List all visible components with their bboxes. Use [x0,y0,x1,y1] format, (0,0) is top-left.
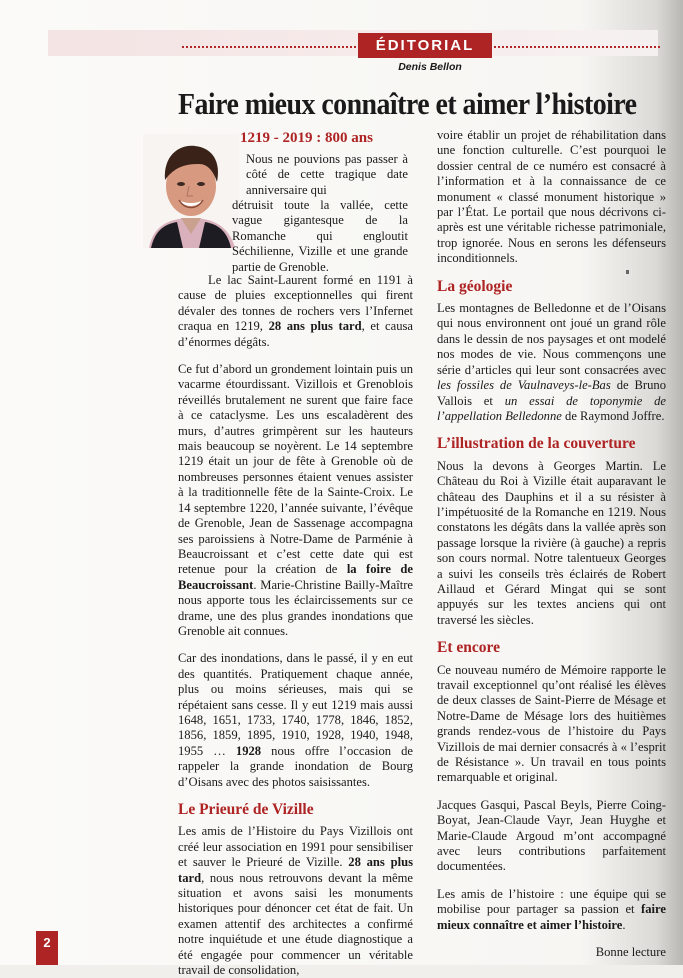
heading-geologie: La géologie [437,277,513,295]
paragraph-lac [178,273,413,350]
bold-span: 1928 [235,743,262,758]
article-subtitle: 1219 - 2019 : 800 ans [240,130,373,146]
paragraph-geologie [437,301,666,424]
bold-span: 28 ans plus tard [268,319,362,334]
print-mark [626,270,629,274]
text-span: Le lac Saint-Laurent formé en 1191 à cause de pluies exceptionnelles qui firent dévaler des tonnes de rochers vers l’Infernet craqua en 1219, [178,273,413,334]
heading-illustration: L’illustration de la couverture [437,435,636,453]
paragraph-inondations [178,651,413,790]
text-span: . [622,917,626,932]
text-span: , et causa d’énormes dégâts. [178,319,414,349]
text-span: de Raymond Joffre. [565,408,665,423]
text-span: Car des inondations, dans le passé, il y en eut des quantités. Pratiquement chaque année, plus ou moins sérieuses, mais qui se répétaient sans cesse. Il y eut 1219 mais aussi 1648, 1651, 1733, 1740, 1778, 1846, 1852, 1856, 1859, 1895, 1910, 1928, 1940, 1948, 1955 … [178,651,413,758]
italic-span: un essai de toponymie de l’appellation Belledonne [437,393,666,423]
text-span: . Marie-Christine Bailly-Maître nous apporte tous les éclaircissements sur ce drame, une des plus grandes inondations que Grenoble ait connues. [178,577,413,638]
bold-span: la foire de Beaucroissant [178,562,413,592]
paragraph-illustration: Nous la devons à Georges Martin. Le Château du Roi à Vizille était auparavant le château des Dauphins et il a su résister à l’impétuosité de la Romanche en 1219. Nous constatons les dégâts dans la vallée après son passage lorsque la rivière (à gauche) a repris son cours normal. Notre talentueux Georges a suivi les conseils très éclairés de Robert Aillaud et Gérard Mingat qui se sont appuyés sur les textes anciens qui ont traversé les siècles. [437,458,666,627]
author-portrait-image [143,134,239,248]
paragraph-encore: Ce nouveau numéro de Mémoire rapporte le travail exceptionnel qu’ont réalisé les élèves de deux classes de Saint-Pierre de Mésage et Notre-Dame de Mésage lors des huitièmes grands rendez-vous de l’histoire du Pays Vizillois de mai dernier consacrés à « l’esprit de Résistance ». Un travail en tous points remarquable et original. [437,662,666,785]
author-name: Denis Bellon [398,61,462,73]
paragraph-contributeurs: Jacques Gasqui, Pascal Beyls, Pierre Coing-Boyat, Jean-Claude Vayr, Jean Huyghe et Marie-Claude Argoud m’ont accompagné avec leurs contributions parfaitement documentées. [437,797,666,874]
paragraph-rehabilitation: voire établir un projet de réhabilitation dans une fonction culturelle. C’est pourquoi le dossier central de ce numéro est consacré à l’information et à la connaissance de ce monument « classé monument historique » par l’État. Le portail que nous décrivons ci-après est une véritable richesse patrimoniale, trop ignorée. Nous en serons les défenseurs inconditionnels. [437,128,666,266]
text-span: Les amis de l’Histoire du Pays Vizillois ont créé leur association en 1991 pour sensibiliser et sauver le Prieuré de Vizille. [178,824,413,870]
paragraph-prieure [178,824,413,978]
column-right [437,128,666,973]
paragraph-grondement [178,362,413,639]
paragraph-amis [437,887,666,933]
bold-span: faire mieux connaître et aimer l’histoire [437,902,666,932]
bold-span: 28 ans plus tard [178,855,413,885]
intro-text-top: Nous ne pouvions pas passer à côté de cette tragique date anniversaire qui [246,152,408,197]
signoff: Bonne lecture [595,945,666,960]
intro-text-bottom: détruisit toute la vallée, cette vague gigantesque de la Romanche qui engloutit Séchilienne, Vizille et une grande partie de Grenoble. [232,198,408,274]
text-span: nous offre l’occasion de rappeler la grande inondation de Bourg d’Oisans avec des photos saisissantes. [178,743,413,789]
text-span: Les amis de l’histoire : une équipe qui se mobilise pour partager sa passion et [437,886,666,917]
author-photo [143,134,239,248]
article-title: Faire mieux connaître et aimer l’histoire [178,86,637,121]
header-dotted-rule-left [182,46,356,48]
header-strip [48,30,658,56]
heading-encore: Et encore [437,639,500,657]
italic-span: les fossiles de Vaulnaveys-le-Bas [437,378,611,393]
column-left [178,273,413,978]
text-span: de Bruno Vallois et [437,378,666,408]
text-span: Ce fut d’abord un grondement lointain puis un vacarme étourdissant. Vizillois et Grenoblois réveillés brutalement ne surent que faire face à ce cataclysme. Les uns escaladèrent des murs, d’autres grimpèrent sur les hauteurs mais beaucoup se noyèrent. Le 14 septembre 1219 était un jour de fête à Grenoble où de nombreuses personnes étaient venues assister à la traditionnelle fête de la Sainte-Croix. Le 14 septembre 1220, l’année suivante, l’évêque de Grenoble, Jean de Sassenage accompagna ses paroissiens à Notre-Dame de Parménie à Beaucroissant et c’est cette date qui est retenue pour la création de [178,362,413,577]
section-label: ÉDITORIAL [358,33,492,58]
page-number: 2 [36,931,58,965]
heading-prieure: Le Prieuré de Vizille [178,801,314,818]
text-span: Les montagnes de Belledonne et de l’Oisans qui nous environnent ont joué un grand rôle dans le dessin de nos paysages et ont modelé nos modes de vie. Nous commençons une série d’articles qui leur sont consacrées avec [437,301,666,377]
header-dotted-rule-right [494,46,660,48]
text-span: , nous nous retrouvons devant la même situation et avons saisi les monuments historiques pour dénoncer cet état de fait. Un examen attentif des architectes a confirmé notre inquiétude et une étude diagnostique a été engagée pour commencer un véritable travail de consolidation, [178,870,413,978]
